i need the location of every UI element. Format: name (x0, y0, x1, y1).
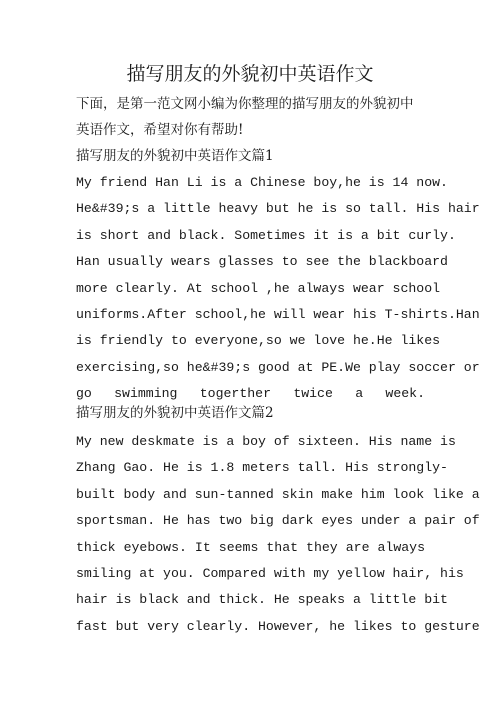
paragraph-line: hair is black and thick. He speaks a little bit (76, 592, 448, 608)
paragraph-line: uniforms.After school,he will wear his T-shirts.Han (76, 306, 480, 322)
paragraph-line: sportsman. He has two big dark eyes under a pair of (76, 513, 480, 529)
section-2-paragraph (76, 429, 480, 640)
intro-line-2: 英语作文，希望对你有帮助! (76, 122, 244, 138)
intro-line-1: 下面，是第一范文网小编为你整理的描写朋友的外貌初中 (76, 96, 414, 112)
document-title: 描写朋友的外貌初中英语作文 (126, 63, 374, 85)
paragraph-line: is short and black. Sometimes it is a bit curly. (76, 227, 456, 243)
paragraph-line: thick eyebows. It seems that they are always (76, 539, 425, 555)
paragraph-line: exercising,so he&#39;s good at PE.We play soccer or (76, 359, 480, 375)
paragraph-line: My friend Han Li is a Chinese boy,he is 14 now. (76, 175, 448, 190)
paragraph-line: go swimming togerther twice a week. (76, 386, 425, 402)
paragraph-line: more clearly. At school ,he always wear school (76, 280, 441, 296)
section-1-paragraph (76, 170, 480, 408)
paragraph-line: smiling at you. Compared with my yellow hair, his (76, 565, 464, 581)
section-1-heading: 描写朋友的外貌初中英语作文篇1 (76, 148, 274, 164)
paragraph-line: built body and sun-tanned skin make him look like a (76, 486, 480, 502)
paragraph-line: Han usually wears glasses to see the blackboard (76, 254, 448, 270)
section-2-heading: 描写朋友的外貌初中英语作文篇2 (76, 405, 274, 421)
paragraph-line: Zhang Gao. He is 1.8 meters tall. His strongly- (76, 460, 448, 476)
paragraph-line: is friendly to everyone,so we love he.He likes (76, 333, 441, 349)
paragraph-line: My new deskmate is a boy of sixteen. His name is (76, 434, 456, 449)
paragraph-line: fast but very clearly. However, he likes to gesture (76, 618, 480, 634)
paragraph-line: He&#39;s a little heavy but he is so tall. His hair (76, 201, 480, 217)
